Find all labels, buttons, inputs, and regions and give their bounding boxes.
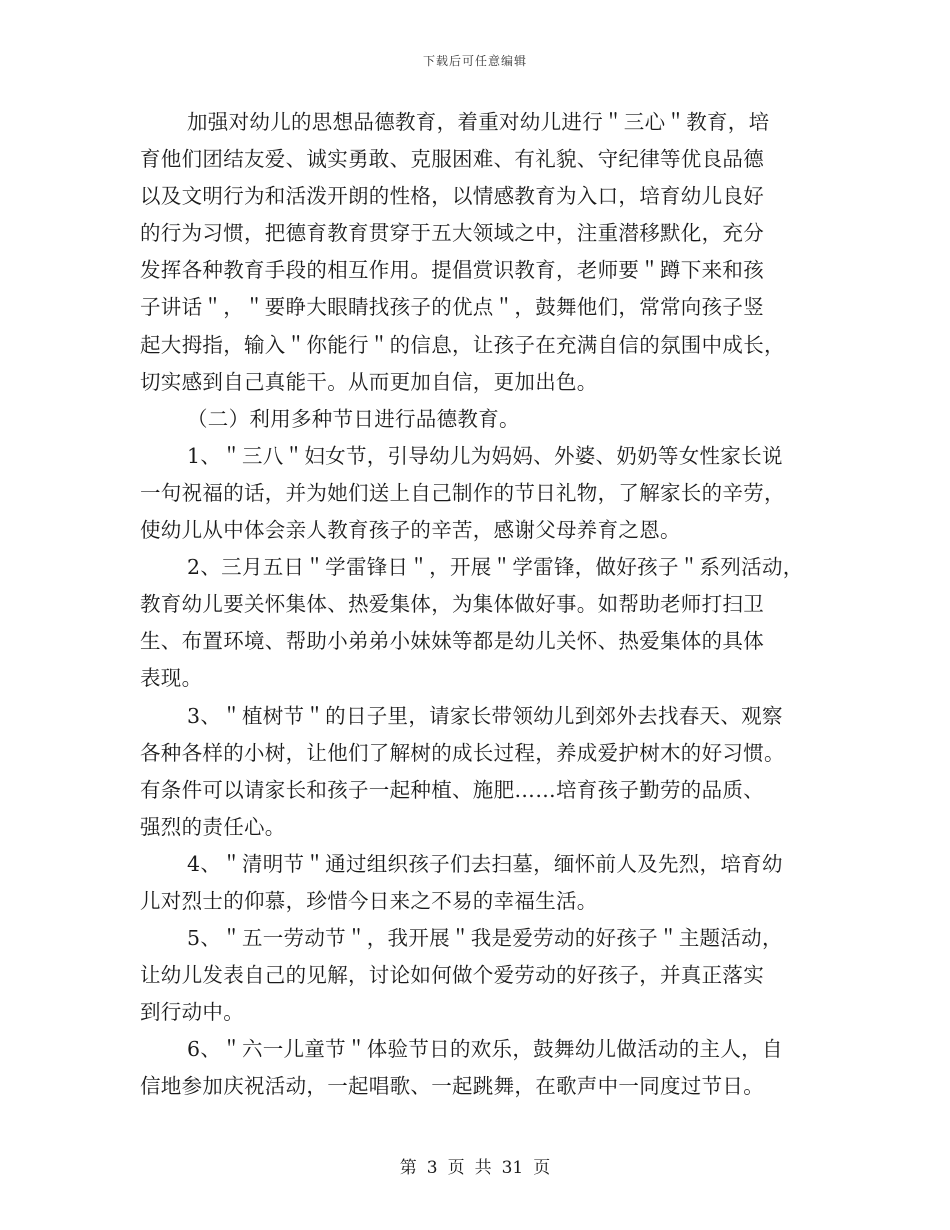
text-line: 信地参加庆祝活动，一起唱歌、一起跳舞，在歌声中一同度过节日。 [140, 1074, 764, 1099]
text-line: 儿对烈士的仰慕，珍惜今日来之不易的幸福生活。 [140, 888, 598, 913]
page-footer [0, 1153, 950, 1178]
text-line: （二）利用多种节日进行品德教育。 [187, 406, 520, 431]
footer-page-word: 页 [447, 1158, 465, 1178]
text-line: 强烈的责任心。 [140, 814, 286, 839]
total-page-count: 31 [501, 1158, 524, 1178]
text-line: 6、＂六一儿童节＂体验节日的欢乐，鼓舞幼儿做活动的主人，自 [187, 1037, 783, 1062]
text-line: 子讲话＂，＂要睁大眼睛找孩子的优点＂，鼓舞他们，常常向孩子竖 [140, 295, 764, 320]
text-line: 生、布置环境、帮助小弟弟小妹妹等都是幼儿关怀、热爱集体的具体 [140, 629, 764, 654]
text-line: 发挥各种教育手段的相互作用。提倡赏识教育，老师要＂蹲下来和孩 [140, 258, 764, 283]
text-line: 表现。 [140, 666, 203, 691]
footer-prefix: 第 [399, 1158, 417, 1178]
text-line: 一句祝福的话，并为她们送上自己制作的节日礼物，了解家长的辛劳， [140, 480, 785, 505]
text-line: 以及文明行为和活泼开朗的性格，以情感教育为入口，培育幼儿良好 [140, 184, 764, 209]
text-line: 2、三月五日＂学雷锋日＂，开展＂学雷锋，做好孩子＂系列活动， [187, 555, 804, 580]
text-line: 起大拇指，输入＂你能行＂的信息，让孩子在充满自信的氛围中成长， [140, 332, 785, 357]
text-line: 教育幼儿要关怀集体、热爱集体，为集体做好事。如帮助老师打扫卫 [140, 592, 764, 617]
text-line: 1、＂三八＂妇女节，引导幼儿为妈妈、外婆、奶奶等女性家长说 [187, 443, 783, 468]
text-line: 到行动中。 [140, 1000, 244, 1025]
footer-suffix: 页 [533, 1158, 551, 1178]
current-page-number: 3 [426, 1158, 438, 1178]
text-line: 4、＂清明节＂通过组织孩子们去扫墓，缅怀前人及先烈，培育幼 [187, 851, 783, 876]
text-line: 3、＂植树节＂的日子里，请家长带领幼儿到郊外去找春天、观察 [187, 703, 783, 728]
text-line: 有条件可以请家长和孩子一起种植、施肥……培育孩子勤劳的品质、 [140, 777, 764, 802]
text-line: 5、＂五一劳动节＂，我开展＂我是爱劳动的好孩子＂主题活动， [187, 926, 783, 951]
text-line: 使幼儿从中体会亲人教育孩子的辛苦，感谢父母养育之恩。 [140, 518, 681, 543]
text-line: 的行为习惯，把德育教育贯穿于五大领域之中，注重潜移默化，充分 [140, 221, 764, 246]
page-header: 下载后可任意编辑 [422, 54, 527, 68]
text-line: 切实感到自己真能干。从而更加自信，更加出色。 [140, 369, 598, 394]
text-line: 让幼儿发表自己的见解，讨论如何做个爱劳动的好孩子，并真正落实 [140, 963, 764, 988]
text-line: 育他们团结友爱、诚实勇敢、克服困难、有礼貌、守纪律等优良品德 [140, 147, 764, 172]
document-body [140, 104, 805, 1106]
text-line: 加强对幼儿的思想品德教育，着重对幼儿进行＂三心＂教育，培 [187, 110, 770, 134]
text-line: 各种各样的小树，让他们了解树的成长过程，养成爱护树木的好习惯。 [140, 740, 785, 765]
footer-total-word: 共 [474, 1158, 492, 1178]
